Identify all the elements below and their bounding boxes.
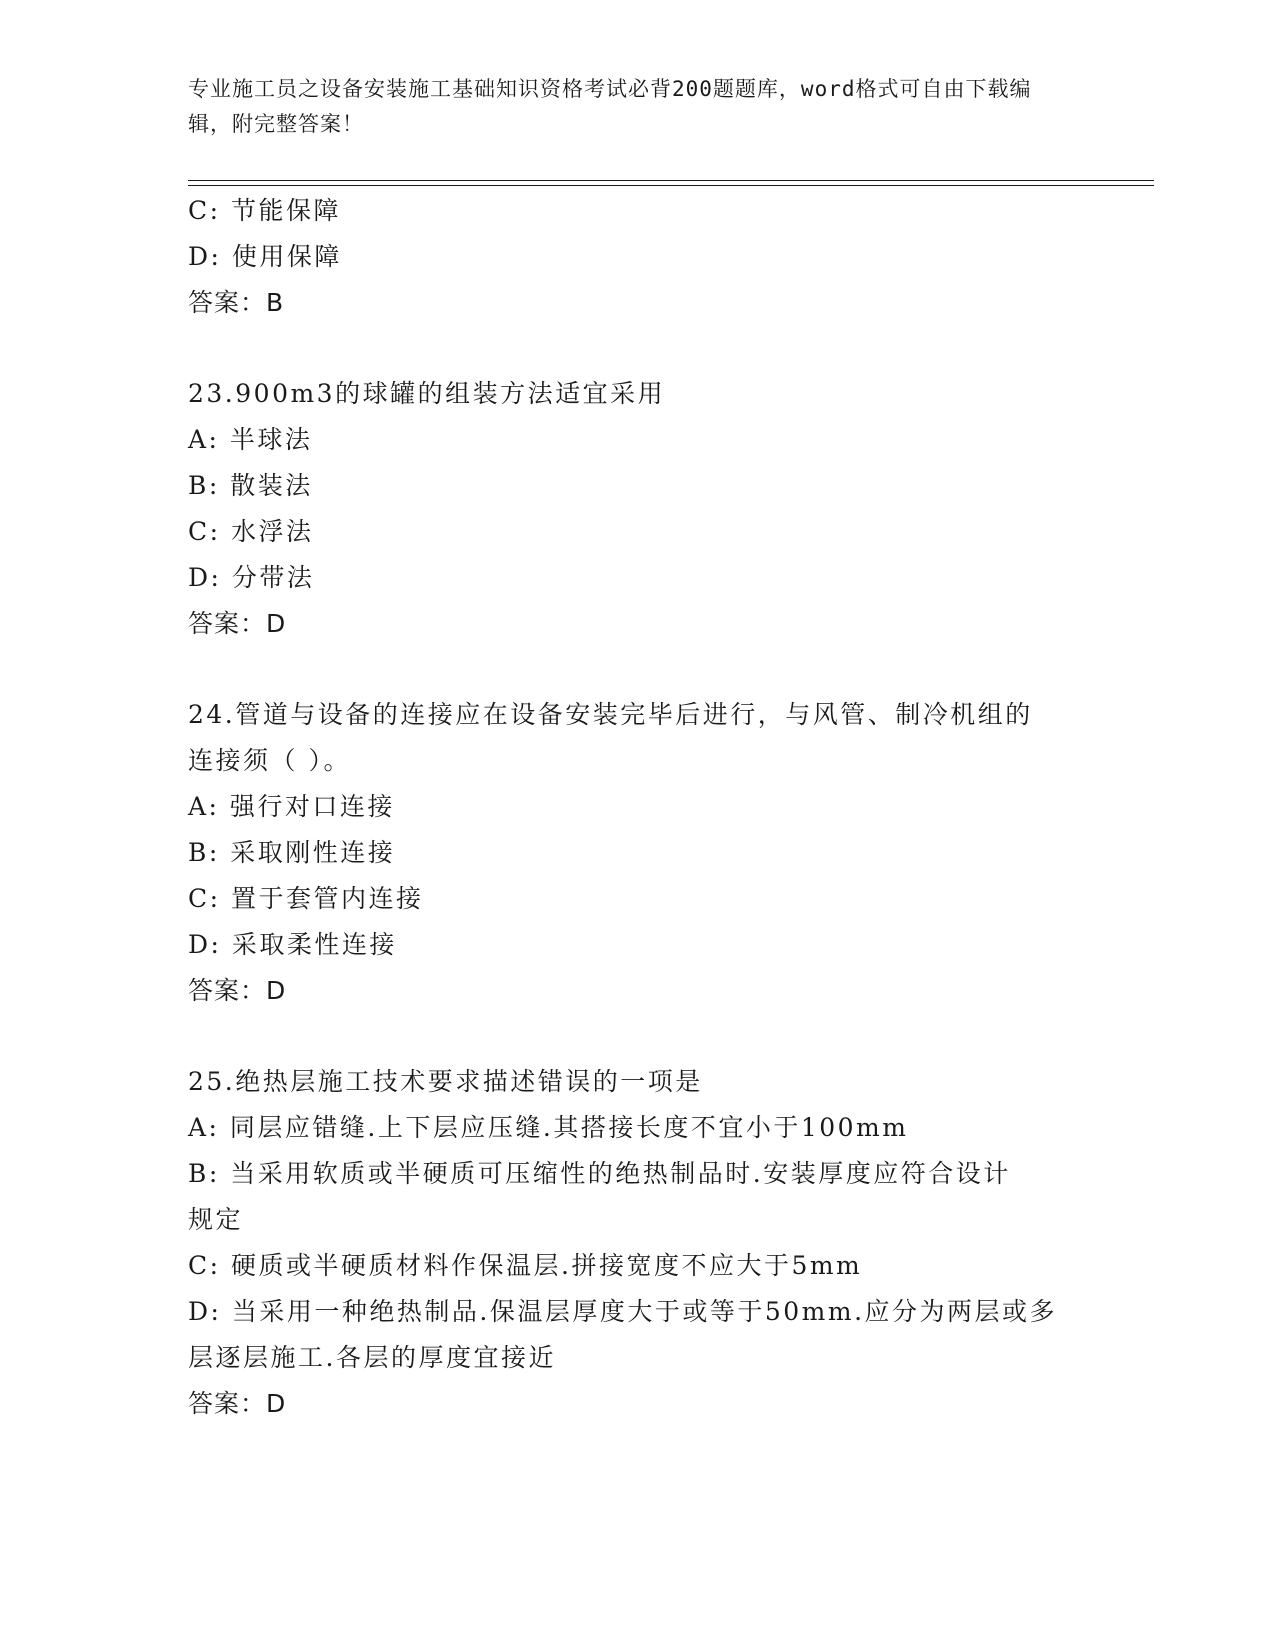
option-c: C: 水浮法 — [188, 517, 314, 546]
question-block-23 — [188, 371, 1088, 647]
option-c: C: 硬质或半硬质材料作保温层.拼接宽度不应大于5mm — [188, 1251, 863, 1280]
option-d-line-1: D: 当采用一种绝热制品.保温层厚度大于或等于50mm.应分为两层或多 — [188, 1297, 1058, 1326]
option-a: A: 强行对口连接 — [188, 792, 395, 821]
question-stem: 25.绝热层施工技术要求描述错误的一项是 — [188, 1067, 703, 1096]
question-block-22 — [188, 188, 1088, 326]
spacer — [188, 647, 1088, 692]
answer-line: 答案：B — [188, 288, 285, 317]
question-stem-line-1: 24.管道与设备的连接应在设备安装完毕后进行，与风管、制冷机组的 — [188, 700, 1033, 729]
header-divider-top — [188, 180, 1154, 181]
option-b: B: 散装法 — [188, 471, 313, 500]
question-stem: 23.900m3的球罐的组装方法适宜采用 — [188, 379, 666, 408]
option-b: B: 采取刚性连接 — [188, 838, 396, 867]
spacer — [188, 326, 1088, 371]
option-a: A: 同层应错缝.上下层应压缝.其搭接长度不宜小于100mm — [188, 1113, 909, 1142]
answer-line: 答案：D — [188, 609, 287, 638]
option-b-line-1: B: 当采用软质或半硬质可压缩性的绝热制品时.安装厚度应符合设计 — [188, 1159, 1011, 1188]
option-d: D: 使用保障 — [188, 242, 342, 271]
document-header: 专业施工员之设备安装施工基础知识资格考试必背200题题库，word格式可自由下载编辑，附完整答案！ — [188, 77, 1032, 136]
option-c: C: 置于套管内连接 — [188, 884, 424, 913]
option-b-line-2: 规定 — [188, 1205, 244, 1234]
option-c: C: 节能保障 — [188, 196, 341, 225]
spacer — [188, 1014, 1088, 1059]
question-stem-line-2: 连接须（ ）。 — [188, 746, 351, 775]
question-block-24 — [188, 692, 1088, 1014]
option-d-line-2: 层逐层施工.各层的厚度宜接近 — [188, 1343, 556, 1372]
option-a: A: 半球法 — [188, 425, 313, 454]
answer-line: 答案：D — [188, 976, 287, 1005]
option-d: D: 分带法 — [188, 563, 315, 592]
question-block-25 — [188, 1059, 1088, 1427]
option-d: D: 采取柔性连接 — [188, 930, 397, 959]
answer-line: 答案：D — [188, 1389, 287, 1418]
question-list — [188, 188, 1088, 1427]
header-divider-bottom — [188, 185, 1154, 186]
